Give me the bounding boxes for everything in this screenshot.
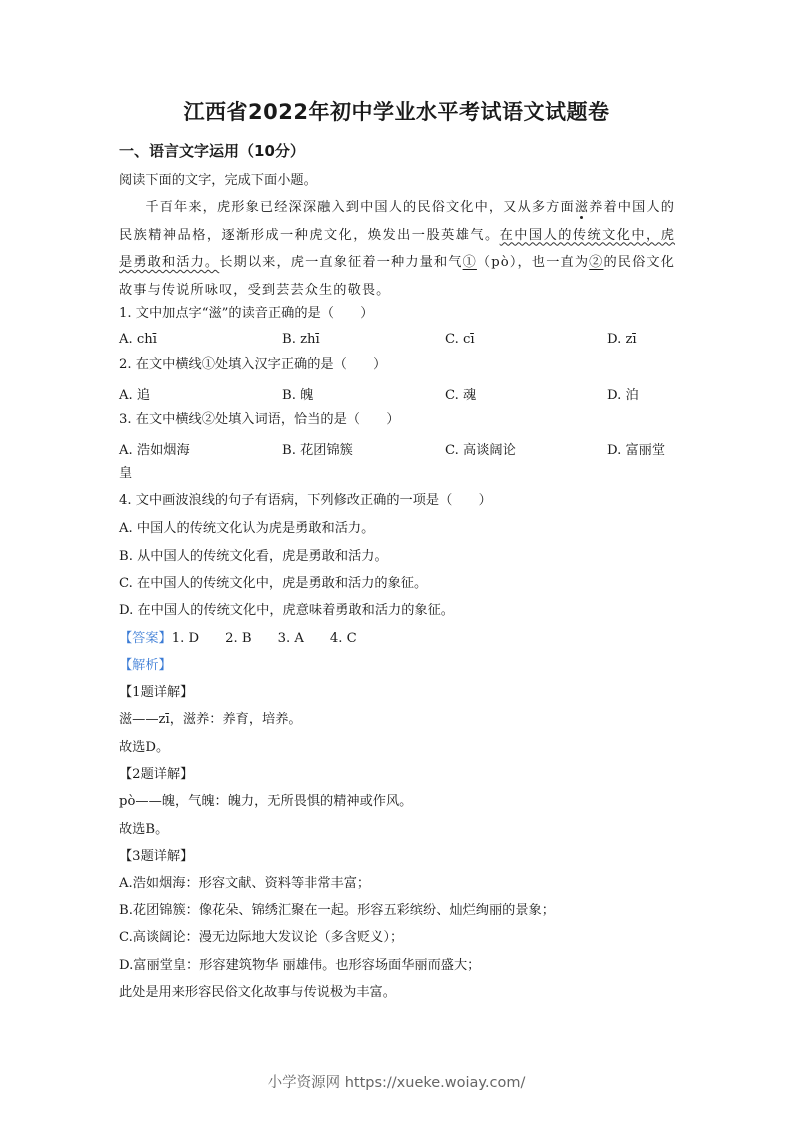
question-2-options xyxy=(119,384,679,402)
option-a: A. 追 xyxy=(119,388,151,403)
page-title: 江西省2022年初中学业水平考试语文试题卷 xyxy=(183,100,610,124)
footer-watermark: 小学资源网 https://xueke.woiay.com/ xyxy=(267,1075,526,1091)
option-c: C. 魂 xyxy=(445,388,477,403)
q3-detail-line: B.花团锦簇：像花朵、锦绣汇聚在一起。形容五彩缤纷、灿烂绚丽的景象； xyxy=(119,903,555,918)
blank-1: ① xyxy=(462,255,477,270)
answer-item: 3. A xyxy=(277,631,304,646)
q2-detail-line: 故选B。 xyxy=(119,822,169,837)
passage-text: 千百年来，虎形象已经深深融入到中国人的民俗文化中，又从多方面 xyxy=(145,200,575,215)
option-a: A. 中国人的传统文化认为虎是勇敢和活力。 xyxy=(119,521,375,536)
option-d: D. 在中国人的传统文化中，虎意味着勇敢和活力的象征。 xyxy=(119,603,454,618)
reading-passage xyxy=(119,194,675,304)
answer-row xyxy=(119,630,383,648)
question-3-stem: 3. 在文中横线②处填入词语，恰当的是（ ） xyxy=(119,412,400,427)
q2-detail-line: pò——魄，气魄：魄力，无所畏惧的精神或作风。 xyxy=(119,794,413,809)
answer-item: 2. B xyxy=(225,631,252,646)
option-a: A. 浩如烟海 xyxy=(119,443,190,458)
q2-detail-head: 【2题详解】 xyxy=(119,767,194,782)
blank-2: ② xyxy=(589,255,604,270)
section-heading: 一、语言文字运用（10分） xyxy=(119,142,305,160)
answer-item: 4. C xyxy=(329,631,357,646)
option-d: D. zī xyxy=(607,332,637,347)
question-3-options xyxy=(119,439,679,457)
q3-detail-head: 【3题详解】 xyxy=(119,849,194,864)
dotted-char: 滋 xyxy=(574,200,590,215)
q3-detail-line: 此处是用来形容民俗文化故事与传说极为丰富。 xyxy=(119,985,396,1000)
option-b: B. 从中国人的传统文化看，虎是勇敢和活力。 xyxy=(119,549,388,564)
q3-detail-line: D.富丽堂皇：形容建筑物华 丽雄伟。也形容场面华丽而盛大； xyxy=(119,958,481,973)
question-2-stem: 2. 在文中横线①处填入汉字正确的是（ ） xyxy=(119,357,387,372)
option-d-wrap: 皇 xyxy=(119,466,133,481)
q1-detail-line: 故选D。 xyxy=(119,740,170,755)
option-b: B. zhī xyxy=(282,332,320,347)
q3-detail-line: C.高谈阔论：漫无边际地大发议论（多含贬义）； xyxy=(119,930,404,945)
answer-item: 1. D xyxy=(171,631,200,646)
option-a: A. chī xyxy=(119,332,158,347)
option-c: C. 高谈阔论 xyxy=(445,443,516,458)
passage-text: 养着中国人的民族精神品格，逐渐形成一种虎文化，焕发出一股英雄气。 xyxy=(119,200,675,243)
wavy-underlined-sentence: 在中国人的传统文化中，虎是勇敢和活力。 xyxy=(119,227,675,270)
q1-detail-line: 滋——zī，滋养：养育，培养。 xyxy=(119,712,302,727)
option-c: C. cī xyxy=(445,332,475,347)
question-1-options xyxy=(119,332,679,350)
passage-text: 长期以来，虎一直象征着一种力量和气 xyxy=(219,255,463,270)
question-4-stem: 4. 文中画波浪线的句子有语病，下列修改正确的一项是（ ） xyxy=(119,493,492,508)
passage-text: （pò），也一直为 xyxy=(476,255,590,270)
option-d: D. 富丽堂 xyxy=(607,443,666,458)
question-1-stem: 1. 文中加点字“滋”的读音正确的是（ ） xyxy=(119,306,374,321)
option-b: B. 花团锦簇 xyxy=(282,443,353,458)
q1-detail-head: 【1题详解】 xyxy=(119,685,194,700)
analysis-label: 【解析】 xyxy=(119,658,172,673)
answer-label: 【答案】 xyxy=(119,631,172,646)
instruction: 阅读下面的文字，完成下面小题。 xyxy=(119,173,317,188)
passage-text: 的民俗文化故事与传说所咏叹，受到芸芸众生的敬畏。 xyxy=(119,255,676,298)
option-d: D. 泊 xyxy=(607,388,639,403)
q3-detail-line: A.浩如烟海：形容文献、资料等非常丰富； xyxy=(119,876,371,891)
option-b: B. 魄 xyxy=(282,388,314,403)
option-c: C. 在中国人的传统文化中，虎是勇敢和活力的象征。 xyxy=(119,576,428,591)
